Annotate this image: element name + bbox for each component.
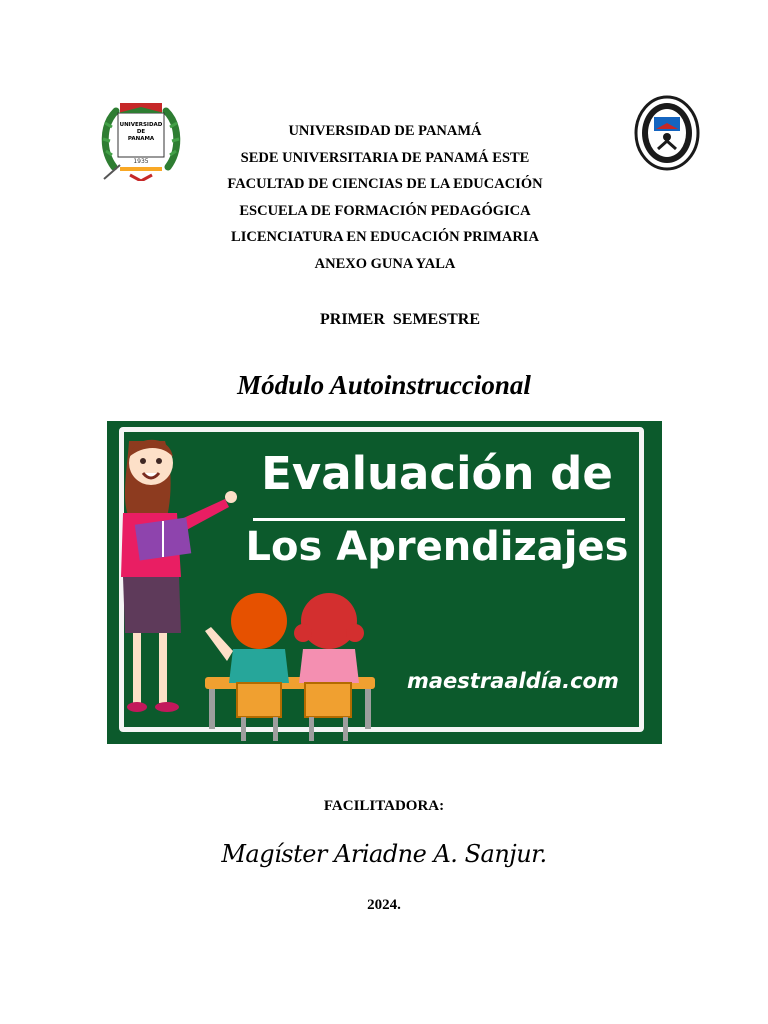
facilitator-name: Magíster Ariadne A. Sanjur. (221, 840, 547, 868)
banner-divider (253, 518, 625, 521)
institution-header (150, 118, 620, 278)
faculty-emblem-icon (634, 95, 700, 173)
header-university: UNIVERSIDAD DE PANAMÁ (288, 123, 482, 139)
header-campus: SEDE UNIVERSITARIA DE PANAMÁ ESTE (240, 149, 530, 166)
header-school: ESCUELA DE FORMACIÓN PEDAGÓGICA (239, 202, 531, 219)
banner-title-line2: Los Aprendizajes (245, 524, 629, 570)
banner-website: maestraaldía.com (407, 669, 619, 693)
header-degree: LICENCIATURA EN EDUCACIÓN PRIMARIA (231, 229, 539, 246)
course-banner-image (107, 421, 662, 744)
boy-student-figure (205, 593, 289, 741)
document-year: 2024. (367, 897, 401, 913)
seal-text: UNIVERSIDAD DE PANAMA (119, 122, 163, 142)
module-title: Módulo Autoinstruccional (237, 370, 531, 400)
header-annex: ANEXO GUNA YALA (314, 255, 456, 272)
semester-label: PRIMER SEMESTRE (319, 311, 481, 328)
header-faculty: FACULTAD DE CIENCIAS DE LA EDUCACIÓN (227, 176, 543, 193)
banner-title-line1: Evaluación de (261, 447, 613, 500)
girl-student-figure (294, 593, 364, 741)
seal-year: 1935 (133, 158, 149, 165)
facilitator-label: FACILITADORA: (323, 798, 445, 814)
teacher-figure (121, 440, 237, 712)
